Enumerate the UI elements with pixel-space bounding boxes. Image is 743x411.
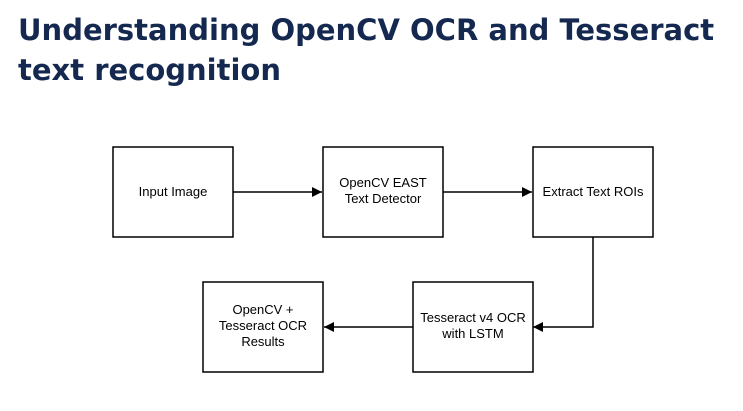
node-ocr-results: [203, 282, 323, 372]
node-input-image: [113, 147, 233, 237]
node-extract-rois-label: Extract Text ROIs: [542, 184, 644, 199]
edge-extract-to-tesseract: [533, 237, 593, 327]
node-extract-rois: [533, 147, 653, 237]
page-title: Understanding OpenCV OCR and Tesseract text recognition: [18, 13, 715, 87]
node-tesseract-lstm-label-line1: Tesseract v4 OCR: [420, 310, 526, 325]
node-east-detector-label-line1: OpenCV EAST: [339, 175, 427, 190]
node-tesseract-lstm: [413, 282, 533, 372]
node-ocr-results-label-line3: Results: [241, 334, 285, 349]
node-ocr-results-label-line2: Tesseract OCR: [218, 318, 308, 333]
node-east-detector-label-line2: Text Detector: [344, 191, 422, 206]
node-ocr-results-label-line1: OpenCV +: [232, 302, 294, 317]
node-input-image-label: Input Image: [138, 184, 208, 199]
node-east-detector: [323, 147, 443, 237]
node-tesseract-lstm-label-line2: with LSTM: [442, 326, 504, 341]
